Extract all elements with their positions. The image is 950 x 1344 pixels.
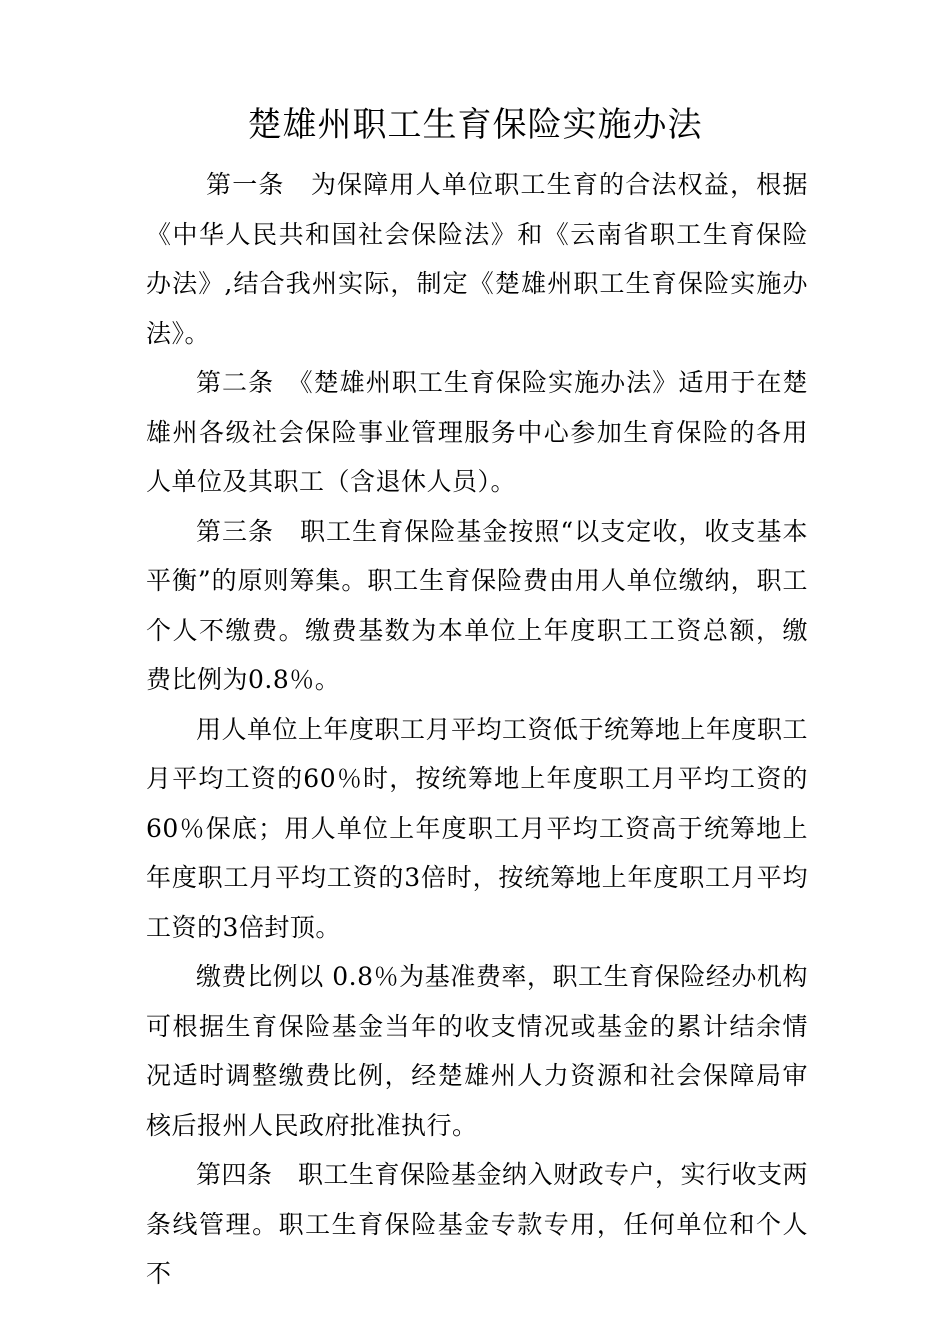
paragraph-wage-base: 用人单位上年度职工月平均工资低于统筹地上年度职工月平均工资的60％时，按统筹地上年度职工月平均工资的60％保底；用人单位上年度职工月平均工资高于统筹地上年度职工月平均工资的3倍时，按统筹地上年度职工月平均工资的3倍封顶。 [146, 714, 809, 942]
paragraph-article-1: 第一条 为保障用人单位职工生育的合法权益，根据《中华人民共和国社会保险法》和《云南省职工生育保险办法》,结合我州实际，制定《楚雄州职工生育保险实施办法》。 [146, 170, 808, 348]
paragraph-article-4: 第四条 职工生育保险基金纳入财政专户，实行收支两条线管理。职工生育保险基金专款专用，任何单位和个人不 [146, 1160, 809, 1288]
paragraph-article-3: 第三条 职工生育保险基金按照“以支定收，收支基本平衡”的原则筹集。职工生育保险费由用人单位缴纳，职工个人不缴费。缴费基数为本单位上年度职工工资总额，缴费比例为0.8％。 [146, 516, 808, 694]
paragraph-article-2: 第二条 《楚雄州职工生育保险实施办法》适用于在楚雄州各级社会保险事业管理服务中心参加生育保险的各用人单位及其职工（含退休人员）。 [146, 368, 808, 496]
document-title: 楚雄州职工生育保险实施办法 [247, 105, 703, 145]
document-body [146, 160, 808, 1299]
paragraph-rate-adjustment: 缴费比例以 0.8％为基准费率，职工生育保险经办机构可根据生育保险基金当年的收支情况或基金的累计结余情况适时调整缴费比例，经楚雄州人力资源和社会保障局审核后报州人民政府批准执行。 [146, 962, 808, 1140]
